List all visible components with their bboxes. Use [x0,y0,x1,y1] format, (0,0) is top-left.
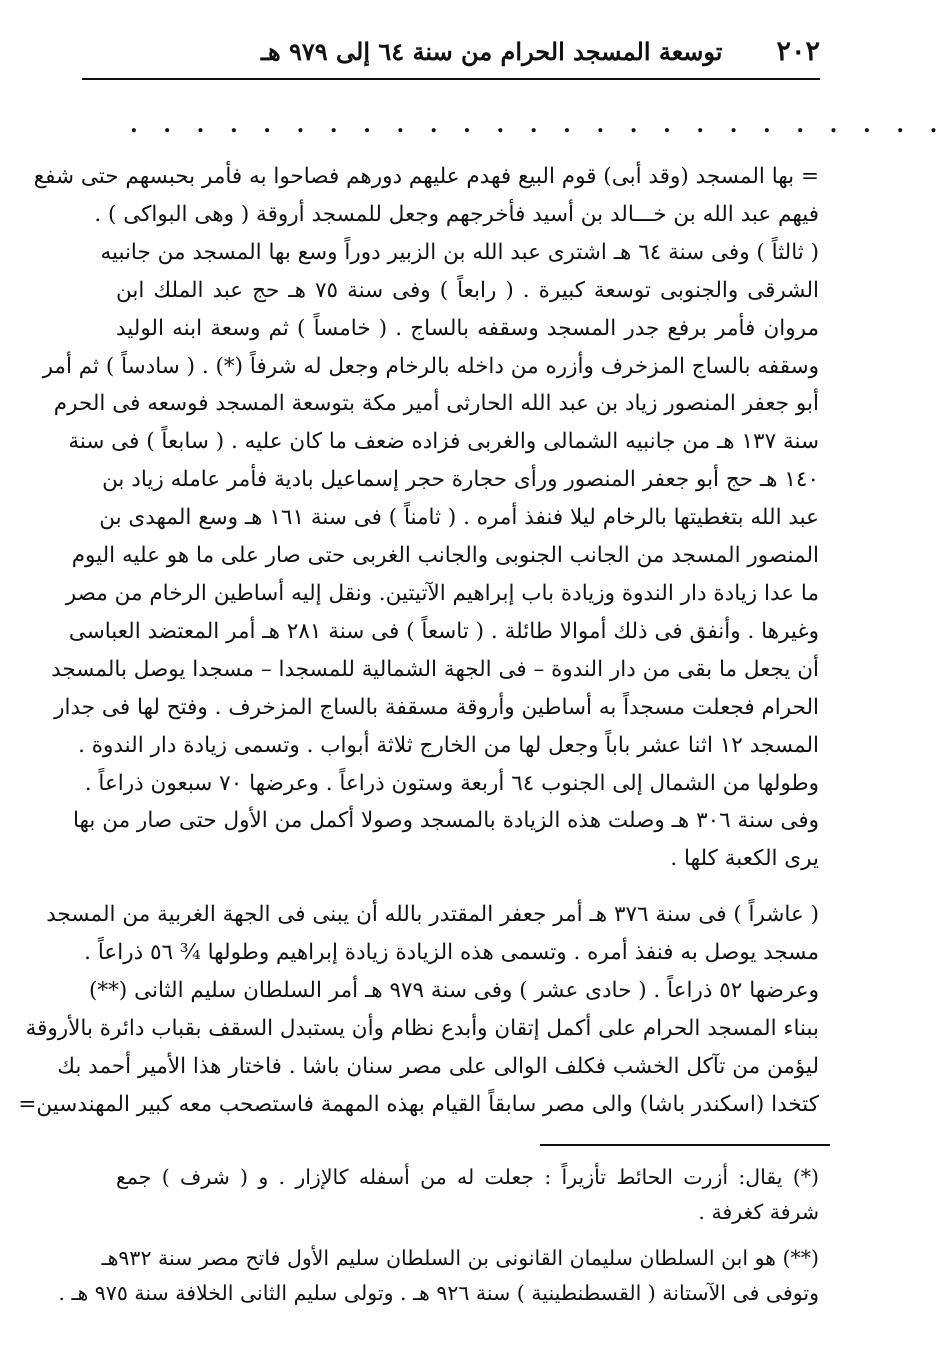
text-line: وسقفه بالساج المزخرف وأزره من داخله بالرخام وجعل له شرفاً (*) . ( سادساً ) ثم أمر [42,353,819,379]
text-line: أبو جعفر المنصور زياد بن عبد الله الحارثى أمير مكة بتوسعة المسجد فوسعه فى الحرم [53,391,819,417]
separator-dots: . . . . . . . . . . . . . . . . . . . . . . . . . [130,112,946,138]
text-line: وفى سنة ٣٠٦ هـ وصلت هذه الزيادة بالمسجد وصولا أكمل من الأول حتى صار من بها [72,808,819,834]
text-line: عبد الله بتغطيتها بالرخام ليلا فنفذ أمره . ( ثامناً ) فى سنة ١٦١ هـ وسع المهدى بن [99,505,819,531]
page-number: ٢٠٢ [776,35,820,67]
text-line: المسجد ١٢ اثنا عشر باباً وجعل لها من الخارج ثلاثة أبواب . وتسمى زيادة دار الندوة . [78,732,819,758]
text-line: مروان فأمر برفع جدر المسجد وسقفه بالساج . ( خامساً ) ثم وسعة ابنه الوليد [116,315,819,341]
text-line: يرى الكعبة كلها . [670,846,819,872]
text-line: ( ثالثاً ) وفى سنة ٦٤ هـ اشترى عبد الله بن الزبير دوراً وسع بها المسجد من جانبيه [100,239,819,265]
footnote-line: وتوفى فى الآستانة ( القسطنطينية ) سنة ٩٢٦ هـ . وتولى سليم الثانى الخلافة سنة ٩٧٥ هـ . [58,1280,819,1305]
text-line: = بها المسجد (وقد أبى) قوم البيع فهدم عليهم دورهم فصاحوا به فأمر بحبسهم حتى شفع [33,164,819,189]
text-line: الحرام فجعلت مسجداً به أساطين وأروقة مسقفة بالساج المزخرف . وفتح لها فى جدار [54,694,819,720]
text-line: ليؤمن من تآكل الخشب فكلف الوالى على مصر سنان باشا . فاختار هذا الأمير أحمد بك [57,1053,819,1079]
text-line: سنة ١٣٧ هـ من جانبيه الشمالى والغربى فزاده ضعف ما كان عليه . ( سابعاً ) فى سنة [68,429,819,455]
text-line: وعرضها ٥٢ ذراعاً . ( حادى عشر ) وفى سنة ٩٧٩ هـ أمر السلطان سليم الثانى (**) [88,978,819,1004]
header-rule [82,78,820,80]
text-line: مسجد يوصل به فنفذ أمره . وتسمى هذه الزيادة زيادة إبراهيم وطولها ¾ ٥٦ ذراعاً . [84,940,819,966]
footnotes [58,1160,819,1310]
paragraph-2 [18,896,819,1123]
text-line: فيهم عبد الله بن خـــالد بن أسيد فأخرجهم وجعل للمسجد أروقة ( وهى البواكى ) . [94,201,819,227]
text-line: الشرقى والجنوبى توسعة كبيرة . ( رابعاً ) وفى سنة ٧٥ هـ حج عبد الملك ابن [116,277,819,303]
text-line: ( عاشراً ) فى سنة ٣٧٦ هـ أمر جعفر المقتدر بالله أن يبنى فى الجهة الغربية من المسجد [46,902,819,928]
running-title: توسعة المسجد الحرام من سنة ٦٤ إلى ٩٧٩ هـ [260,36,723,66]
footnote-line: (**) هو ابن السلطان سليمان القانونى بن السلطان سليم الأول فاتح مصر سنة ٩٣٢هـ [101,1246,819,1270]
text-line: ببناء المسجد الحرام على أكمل إتقان وأبدع نظام وأن يستبدل السقف بقباب دائرة بالأروقة [25,1015,819,1041]
footnote-1 [116,1160,819,1229]
text-line: ١٤٠ هـ حج أبو جعفر المنصور ورأى حجارة حجر إسماعيل بادية فأمر عامله زياد بن [102,467,819,493]
footnote-2 [58,1241,819,1310]
paragraph-gap [116,878,819,896]
footnote-gap [116,1229,819,1241]
paragraph-1 [33,158,819,878]
text-line: كتخدا (اسكندر باشا) والى مصر سابقاً القيام بهذه المهمة فاستصحب معه كبير المهندسين= [18,1091,819,1117]
text-line: وغيرها . وأنفق فى ذلك أموالا طائلة . ( تاسعاً ) فى سنة ٢٨١ هـ أمر المعتضد العباسى [68,618,819,644]
running-header [82,30,820,72]
footnote-line: شرفة كغرفة . [698,1199,819,1224]
footnote-line: (*) يقال: أزرت الحائط تأزيراً : جعلت له من أسفله كالإزار . و ( شرف ) جمع [116,1165,819,1189]
footnote-rule [540,1144,830,1146]
text-line: وطولها من الشمال إلى الجنوب ٦٤ أربعة وستون ذراعاً . وعرضها ٧٠ سبعون ذراعاً . [84,770,819,796]
main-text [18,158,819,1124]
text-line: ما عدا زيادة دار الندوة وزيادة باب إبراهيم الآتيتين. ونقل إليه أساطين الرخام من مصر [65,580,819,606]
text-line: المنصور المسجد من الجانب الجنوبى والجانب الغربى حتى صار على ما هو عليه اليوم [71,543,819,569]
text-line: أن يجعل ما بقى من دار الندوة – فى الجهة الشمالية للمسجدا – مسجدا يوصل بالمسجد [51,656,819,682]
